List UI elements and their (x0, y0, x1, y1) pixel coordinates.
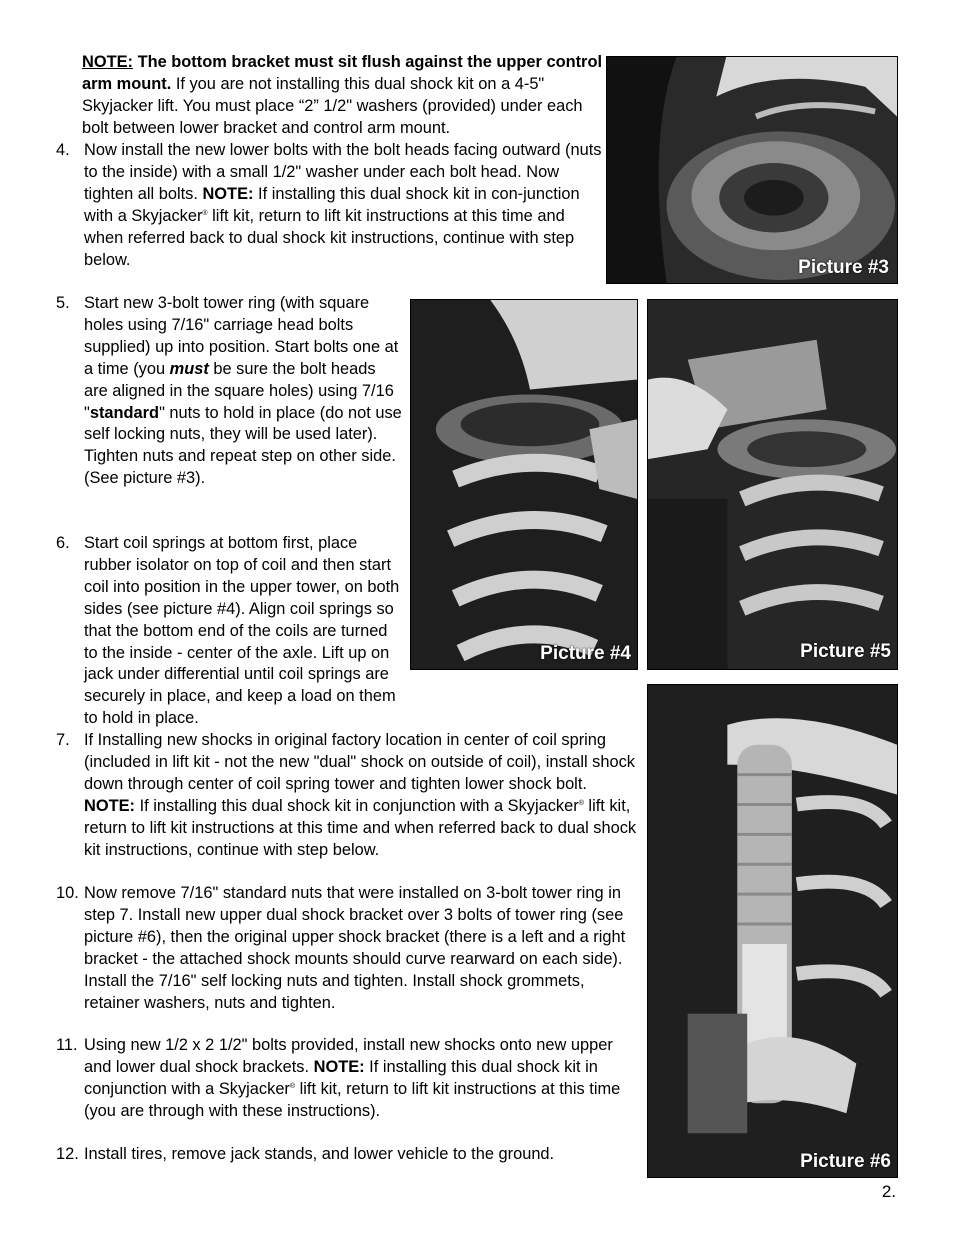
registered-mark: ® (578, 799, 584, 807)
step-4-number: 4. (56, 141, 70, 159)
picture-4-image (411, 300, 637, 669)
picture-5-image (648, 300, 897, 669)
step-5-text-a: Start new 3-bolt tower ring (with square holes using 7/16" carriage head bolts supplied) up into position. Start bolts one at a time (you (84, 294, 399, 378)
step-7-text-c: lift kit, return to lift kit instructions at this time and when referred back to dual shock kit instructions, continue with step below. (84, 796, 637, 859)
step-5-text (84, 293, 402, 490)
step-5-standard: standard (89, 403, 160, 422)
step-12-text (84, 1144, 640, 1166)
picture-5-caption: Picture #5 (800, 641, 891, 662)
step-7-text (84, 730, 640, 861)
step-6-number: 6. (56, 534, 70, 552)
step-4-text-a: Now install the new lower bolts with the bolt heads facing outward (nuts to the inside) with a small 1/2" washer under each bolt head. Now tighten all bolts. (84, 141, 602, 203)
step-7-number: 7. (56, 731, 70, 749)
step-11-note-label: NOTE: (313, 1057, 365, 1076)
picture-3-image (607, 57, 897, 283)
note-text: If you are not installing this dual shock kit on a 4-5" Skyjacker lift. You must place “2” 1/2" washers (provided) under each bolt between lower bracket and control arm mount. (82, 74, 583, 137)
step-5-must: must (169, 359, 209, 378)
picture-3-photo (606, 56, 898, 284)
registered-mark: ® (289, 1082, 296, 1090)
note-label: NOTE: (82, 53, 133, 71)
step-11-text-c: lift kit, return to lift kit instructions at this time (you are through with these instructions). (84, 1079, 621, 1120)
step-12-number: 12. (56, 1145, 79, 1163)
page-number: 2. (881, 1182, 896, 1201)
step-7-text-b: If installing this dual shock kit in conjunction with a Skyjacker (139, 796, 579, 815)
step-5-number: 5. (56, 294, 70, 312)
note-paragraph (82, 52, 606, 140)
picture-4-caption: Picture #4 (540, 643, 631, 664)
step-7-text-a: If Installing new shocks in original factory location in center of coil spring (included in lift kit - not the new "dual" shock on outside of coil), install shock down through center of coil spring tower and tighten lower shock bolt. (84, 731, 635, 793)
step-11-text (84, 1035, 640, 1123)
step-10-text-a: Now remove 7/16" standard nuts that were installed on 3-bolt tower ring in step 7. Install new upper dual shock bracket over 3 bolts of tower ring (see picture #6), then the original upper shock bracket (there is a left and a right bracket - the attached shock mounts should curve rearward on each side). Install the 7/16" self locking nuts and tighten. Install shock grommets, retainer washers, nuts and tighten. (84, 884, 626, 1012)
step-11-text-a: Using new 1/2 x 2 1/2" bolts provided, install new shocks onto new upper and lower dual shock brackets. (84, 1036, 613, 1076)
step-5-text-b: be sure the bolt heads are aligned in the square holes) using 7/16 " (84, 359, 394, 422)
picture-6-caption: Picture #6 (800, 1151, 891, 1172)
step-4-note-label: NOTE: (202, 184, 254, 203)
picture-5-photo (647, 299, 898, 670)
step-4-text-b: If installing this dual shock kit in con-junction with a Skyjacker (84, 184, 580, 225)
picture-4-photo (410, 299, 638, 670)
picture-6-photo (647, 684, 898, 1178)
registered-mark: ® (202, 209, 208, 217)
step-11-text-b: If installing this dual shock kit in conjunction with a Skyjacker (84, 1057, 598, 1098)
step-4-text (84, 140, 604, 271)
step-5-text-c: " nuts to hold in place (do not use self locking nuts, they will be used later). Tighten nuts and repeat step on other side. (See picture #3). (84, 403, 402, 488)
step-12-text-a: Install tires, remove jack stands, and lower vehicle to the ground. (84, 1145, 555, 1163)
picture-6-image (648, 685, 897, 1177)
step-10-number: 10. (56, 884, 79, 902)
step-4-text-c: lift kit, return to lift kit instructions at this time and when referred back to dual shock kit instructions, continue with step below. (84, 206, 575, 269)
note-bold-text: The bottom bracket must sit flush against the upper control arm mount. (82, 53, 603, 93)
picture-3-caption: Picture #3 (798, 257, 889, 278)
step-7-note-label: NOTE: (84, 796, 135, 815)
step-6-text-a: Start coil springs at bottom first, place rubber isolator on top of coil and then start coil into position in the upper tower, on both sides (see picture #4). Align coil springs so that the bottom end of the coils are turned to the inside - center of the axle. Lift up on jack under differential until coil springs are securely in place, and keep a load on them to hold in place. (84, 534, 400, 728)
step-10-text (84, 883, 642, 1014)
step-6-text (84, 533, 402, 730)
step-11-number: 11. (56, 1036, 78, 1054)
